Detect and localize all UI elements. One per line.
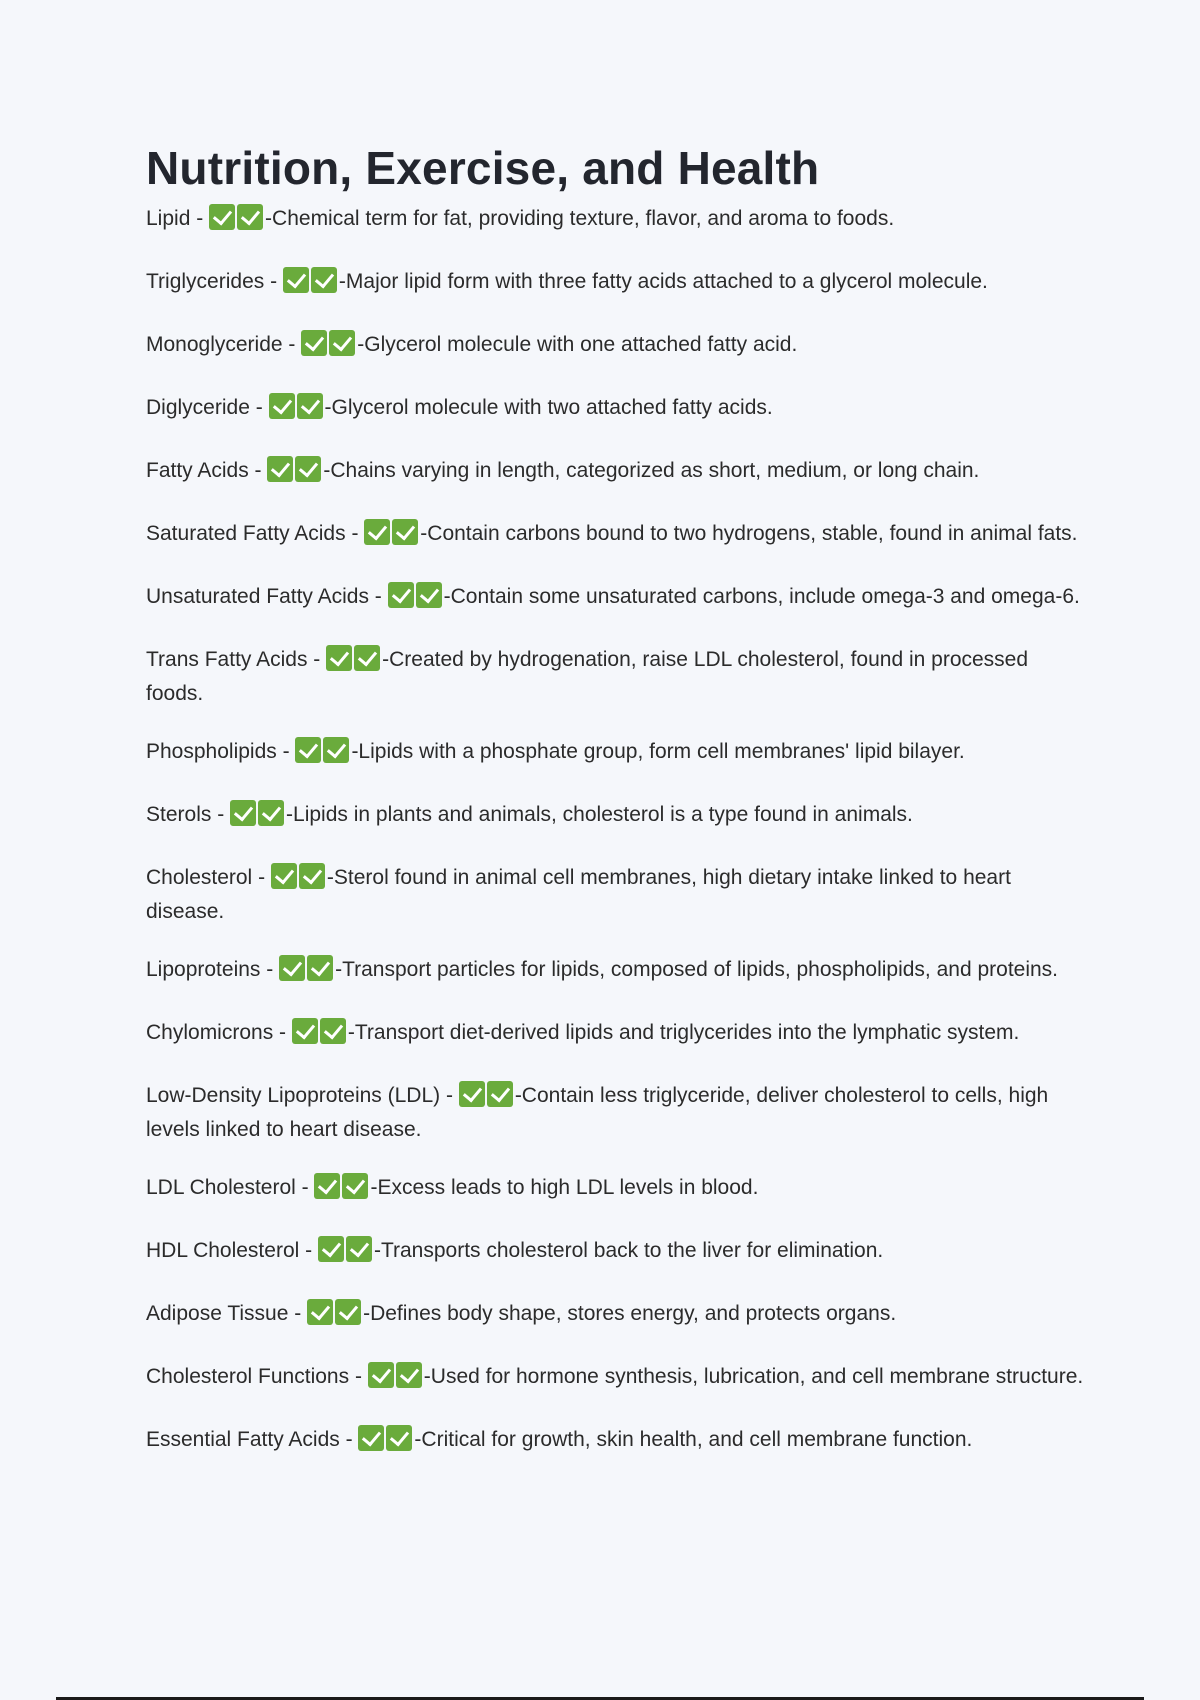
entry-separator: - — [349, 1365, 368, 1388]
entry-term: Phospholipids — [146, 740, 277, 763]
entry-term: Cholesterol Functions — [146, 1365, 350, 1388]
definition-entry — [146, 1236, 1086, 1270]
check-mark-icon — [368, 1362, 394, 1388]
entry-definition: -Contain less triglyceride, deliver cholesterol to cells, high levels linked to heart disease. — [146, 1084, 1049, 1141]
entry-term: Fatty Acids — [146, 459, 249, 482]
check-mark-icon — [388, 582, 414, 608]
check-mark-icon — [301, 330, 327, 356]
entry-definition: -Glycerol molecule with one attached fatty acid. — [357, 333, 798, 356]
entry-separator: - — [307, 648, 327, 671]
entry-definition: -Glycerol molecule with two attached fatty acids. — [324, 396, 773, 419]
entry-separator: - — [260, 958, 280, 981]
check-marks — [358, 1425, 414, 1459]
definition-entry — [146, 800, 1086, 834]
check-mark-icon — [295, 456, 321, 482]
definition-list — [146, 204, 1086, 1459]
check-mark-icon — [342, 1173, 368, 1199]
check-mark-icon — [358, 1425, 384, 1451]
definition-entry — [146, 519, 1086, 553]
entry-definition: -Transport diet-derived lipids and triglycerides into the lymphatic system. — [347, 1021, 1020, 1044]
entry-term: Saturated Fatty Acids — [146, 522, 346, 545]
entry-separator: - — [288, 1302, 308, 1325]
entry-term: Diglyceride — [146, 396, 250, 419]
entry-definition: -Contain carbons bound to two hydrogens, stable, found in animal fats. — [420, 522, 1078, 545]
entry-separator: - — [249, 396, 269, 419]
definition-entry — [146, 582, 1086, 616]
check-mark-icon — [258, 800, 284, 826]
check-marks — [279, 955, 335, 989]
check-marks — [314, 1173, 370, 1207]
check-mark-icon — [487, 1081, 513, 1107]
check-marks — [209, 204, 265, 238]
check-mark-icon — [386, 1425, 412, 1451]
definition-entry — [146, 330, 1086, 364]
check-mark-icon — [326, 645, 352, 671]
entry-term: Monoglyceride — [146, 333, 283, 356]
entry-definition: -Lipids in plants and animals, cholesterol is a type found in animals. — [286, 803, 913, 826]
document-title: Nutrition, Exercise, and Health — [146, 142, 820, 194]
check-marks — [368, 1362, 424, 1396]
check-mark-icon — [279, 955, 305, 981]
entry-definition: -Contain some unsaturated carbons, include omega-3 and omega-6. — [443, 585, 1080, 608]
definition-entry — [146, 393, 1086, 427]
entry-separator: - — [282, 333, 302, 356]
check-mark-icon — [267, 456, 293, 482]
entry-definition: -Major lipid form with three fatty acids attached to a glycerol molecule. — [338, 270, 988, 293]
check-mark-icon — [396, 1362, 422, 1388]
entry-term: HDL Cholesterol — [146, 1239, 300, 1262]
entry-separator: - — [368, 585, 388, 608]
entry-separator: - — [248, 459, 268, 482]
check-mark-icon — [299, 863, 325, 889]
check-mark-icon — [346, 1236, 372, 1262]
entry-separator: - — [276, 740, 296, 763]
check-mark-icon — [354, 645, 380, 671]
document-page — [146, 140, 1086, 1488]
entry-term: Unsaturated Fatty Acids — [146, 585, 369, 608]
check-mark-icon — [230, 800, 256, 826]
definition-entry — [146, 737, 1086, 771]
definition-entry — [146, 1018, 1086, 1052]
check-mark-icon — [320, 1018, 346, 1044]
entry-definition: -Transports cholesterol back to the liver for elimination. — [373, 1239, 884, 1262]
definition-entry — [146, 204, 1086, 238]
entry-separator: - — [252, 866, 271, 889]
definition-entry — [146, 1362, 1086, 1396]
check-mark-icon — [269, 393, 295, 419]
entry-term: Essential Fatty Acids — [146, 1428, 340, 1451]
entry-separator: - — [273, 1021, 292, 1044]
check-marks — [459, 1081, 515, 1115]
check-mark-icon — [318, 1236, 344, 1262]
check-mark-icon — [307, 955, 333, 981]
entry-separator: - — [440, 1084, 459, 1107]
entry-term: Sterols — [146, 803, 212, 826]
definition-entry — [146, 456, 1086, 490]
entry-term: Chylomicrons — [146, 1021, 274, 1044]
check-marks — [271, 863, 327, 897]
check-mark-icon — [329, 330, 355, 356]
entry-term: LDL Cholesterol — [146, 1176, 296, 1199]
entry-separator: - — [211, 803, 231, 826]
entry-term: Adipose Tissue — [146, 1302, 289, 1325]
check-mark-icon — [364, 519, 390, 545]
check-mark-icon — [292, 1018, 318, 1044]
definition-entry — [146, 1299, 1086, 1333]
check-marks — [301, 330, 357, 364]
entry-term: Lipoproteins — [146, 958, 261, 981]
entry-definition: -Transport particles for lipids, composed of lipids, phospholipids, and proteins. — [335, 958, 1059, 981]
check-mark-icon — [335, 1299, 361, 1325]
entry-separator: - — [339, 1428, 359, 1451]
check-mark-icon — [271, 863, 297, 889]
check-mark-icon — [297, 393, 323, 419]
definition-entry — [146, 955, 1086, 989]
check-marks — [230, 800, 286, 834]
definition-entry — [146, 267, 1086, 301]
check-marks — [318, 1236, 374, 1270]
check-mark-icon — [314, 1173, 340, 1199]
entry-definition: -Sterol found in animal cell membranes, high dietary intake linked to heart disease. — [146, 866, 1011, 923]
check-marks — [388, 582, 444, 616]
entry-term: Trans Fatty Acids — [146, 648, 308, 671]
check-marks — [364, 519, 420, 553]
definition-entry — [146, 863, 1086, 926]
check-mark-icon — [416, 582, 442, 608]
check-mark-icon — [237, 204, 263, 230]
entry-separator: - — [295, 1176, 315, 1199]
definition-entry — [146, 1425, 1086, 1459]
entry-term: Lipid — [146, 207, 191, 230]
definition-entry — [146, 645, 1086, 708]
entry-separator: - — [190, 207, 210, 230]
check-marks — [292, 1018, 348, 1052]
entry-separator: - — [264, 270, 283, 293]
entry-term: Low-Density Lipoproteins (LDL) — [146, 1084, 441, 1107]
check-mark-icon — [307, 1299, 333, 1325]
entry-definition: -Lipids with a phosphate group, form cell membranes' lipid bilayer. — [351, 740, 965, 763]
entry-term: Triglycerides — [146, 270, 265, 293]
check-mark-icon — [392, 519, 418, 545]
entry-definition: -Used for hormone synthesis, lubrication, and cell membrane structure. — [423, 1365, 1084, 1388]
check-mark-icon — [209, 204, 235, 230]
check-marks — [269, 393, 325, 427]
check-mark-icon — [283, 267, 309, 293]
check-marks — [267, 456, 323, 490]
check-marks — [307, 1299, 363, 1333]
definition-entry — [146, 1081, 1086, 1144]
check-mark-icon — [311, 267, 337, 293]
entry-definition: -Chains varying in length, categorized as short, medium, or long chain. — [323, 459, 980, 482]
check-marks — [295, 737, 351, 771]
check-marks — [283, 267, 339, 301]
check-mark-icon — [295, 737, 321, 763]
check-marks — [326, 645, 382, 679]
check-mark-icon — [323, 737, 349, 763]
check-mark-icon — [459, 1081, 485, 1107]
entry-definition: -Critical for growth, skin health, and cell membrane function. — [414, 1428, 973, 1451]
entry-definition: -Excess leads to high LDL levels in blood. — [370, 1176, 759, 1199]
definition-entry — [146, 1173, 1086, 1207]
entry-definition: -Chemical term for fat, providing texture, flavor, and aroma to foods. — [265, 207, 895, 230]
entry-separator: - — [345, 522, 365, 545]
entry-definition: -Created by hydrogenation, raise LDL cholesterol, found in processed foods. — [146, 648, 1029, 705]
entry-term: Cholesterol — [146, 866, 253, 889]
entry-definition: -Defines body shape, stores energy, and protects organs. — [363, 1302, 897, 1325]
entry-separator: - — [299, 1239, 318, 1262]
